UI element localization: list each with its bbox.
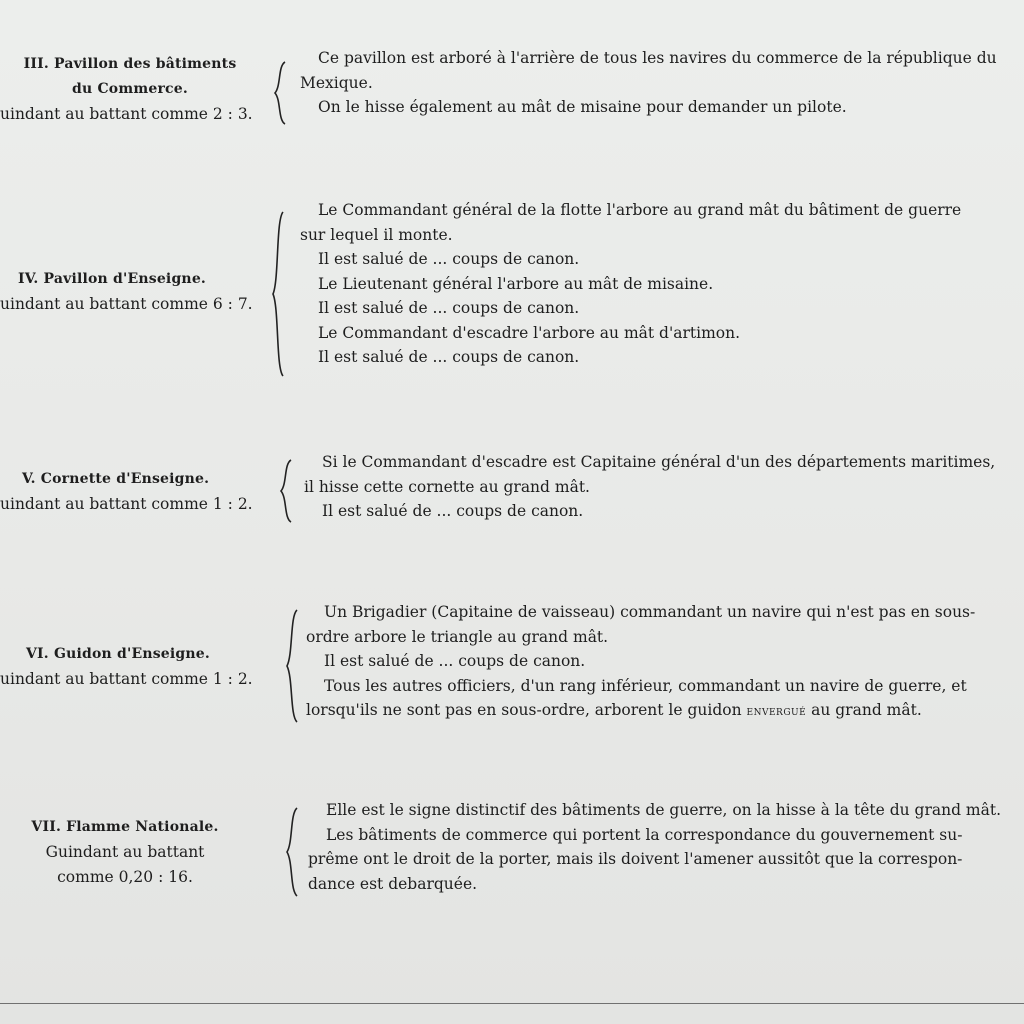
body-line: Il est salué de ... coups de canon. — [318, 250, 580, 268]
body-line: il hisse cette cornette au grand mât. — [304, 477, 590, 496]
entry-label — [0, 467, 270, 517]
entry-label — [0, 267, 260, 317]
entry-label — [0, 52, 253, 127]
entry-body — [300, 198, 990, 370]
body-line: prême ont le droit de la porter, mais ils doivent l'amener aussitôt que la correspon- — [308, 850, 963, 868]
body-line: Elle est le signe distinctif des bâtiments de guerre, on la hisse à la tête du grand mât. — [326, 801, 1002, 819]
body-line: Ce pavillon est arboré à l'arrière de tous les navires du commerce de la république du — [318, 49, 997, 67]
entry-title: V. Cornette d'Enseigne. — [22, 471, 210, 487]
entry-label — [0, 815, 250, 890]
body-line: On le hisse également au mât de misaine pour demander un pilote. — [318, 98, 847, 116]
body-line: Le Commandant général de la flotte l'arbore au grand mât du bâtiment de guerre — [318, 201, 962, 219]
entry-body — [306, 600, 996, 724]
entry-ratio: comme 0,20 : 16. — [57, 868, 193, 886]
brace-icon — [272, 60, 288, 126]
body-line: Tous les autres officiers, d'un rang inférieur, commandant un navire de guerre, et — [324, 676, 967, 695]
entry-ratio: uindant au battant comme 1 : 2. — [0, 495, 253, 513]
brace-icon — [278, 458, 294, 524]
brace-icon — [284, 608, 300, 724]
entry-ratio: Guindant au battant — [45, 843, 205, 861]
entry-subtitle: du Commerce. — [72, 81, 188, 97]
entry-body — [308, 798, 1002, 896]
body-line — [306, 698, 996, 724]
body-line: sur lequel il monte. — [300, 225, 453, 244]
body-line: Il est salué de ... coups de canon. — [318, 299, 580, 317]
brace-icon — [284, 806, 300, 898]
body-line: ordre arbore le triangle au grand mât. — [306, 627, 609, 646]
entry-title: VII. Flamme Nationale. — [31, 819, 219, 835]
body-smallcaps: envergué — [746, 703, 807, 718]
bottom-rule — [0, 1003, 1024, 1004]
body-line: dance est debarquée. — [308, 874, 478, 893]
body-text: au grand mât. — [811, 701, 922, 719]
entry-body — [300, 46, 997, 120]
body-line: Mexique. — [300, 73, 373, 92]
body-line: Il est salué de ... coups de canon. — [322, 502, 584, 520]
entry-title: VI. Guidon d'Enseigne. — [26, 646, 210, 662]
body-text: lorsqu'ils ne sont pas en sous-ordre, arborent le guidon — [306, 701, 742, 719]
body-line: Le Lieutenant général l'arbore au mât de misaine. — [318, 274, 714, 293]
entry-ratio: uindant au battant comme 1 : 2. — [0, 670, 253, 688]
body-line: Il est salué de ... coups de canon. — [318, 348, 580, 366]
entry-body — [304, 450, 994, 524]
entry-ratio: uindant au battant comme 6 : 7. — [0, 295, 253, 313]
brace-icon — [270, 210, 286, 378]
body-line: Les bâtiments de commerce qui portent la correspondance du gouvernement su- — [326, 825, 963, 844]
body-line: Si le Commandant d'escadre est Capitaine général d'un des départements maritimes, — [322, 453, 996, 471]
entry-ratio: uindant au battant comme 2 : 3. — [0, 105, 253, 123]
entry-label — [0, 642, 270, 692]
body-line: Le Commandant d'escadre l'arbore au mât d'artimon. — [318, 323, 741, 342]
body-line: Il est salué de ... coups de canon. — [324, 652, 586, 670]
body-line: Un Brigadier (Capitaine de vaisseau) commandant un navire qui n'est pas en sous- — [324, 603, 976, 621]
entry-title: III. Pavillon des bâtiments — [23, 56, 237, 72]
entry-title: IV. Pavillon d'Enseigne. — [18, 271, 206, 287]
